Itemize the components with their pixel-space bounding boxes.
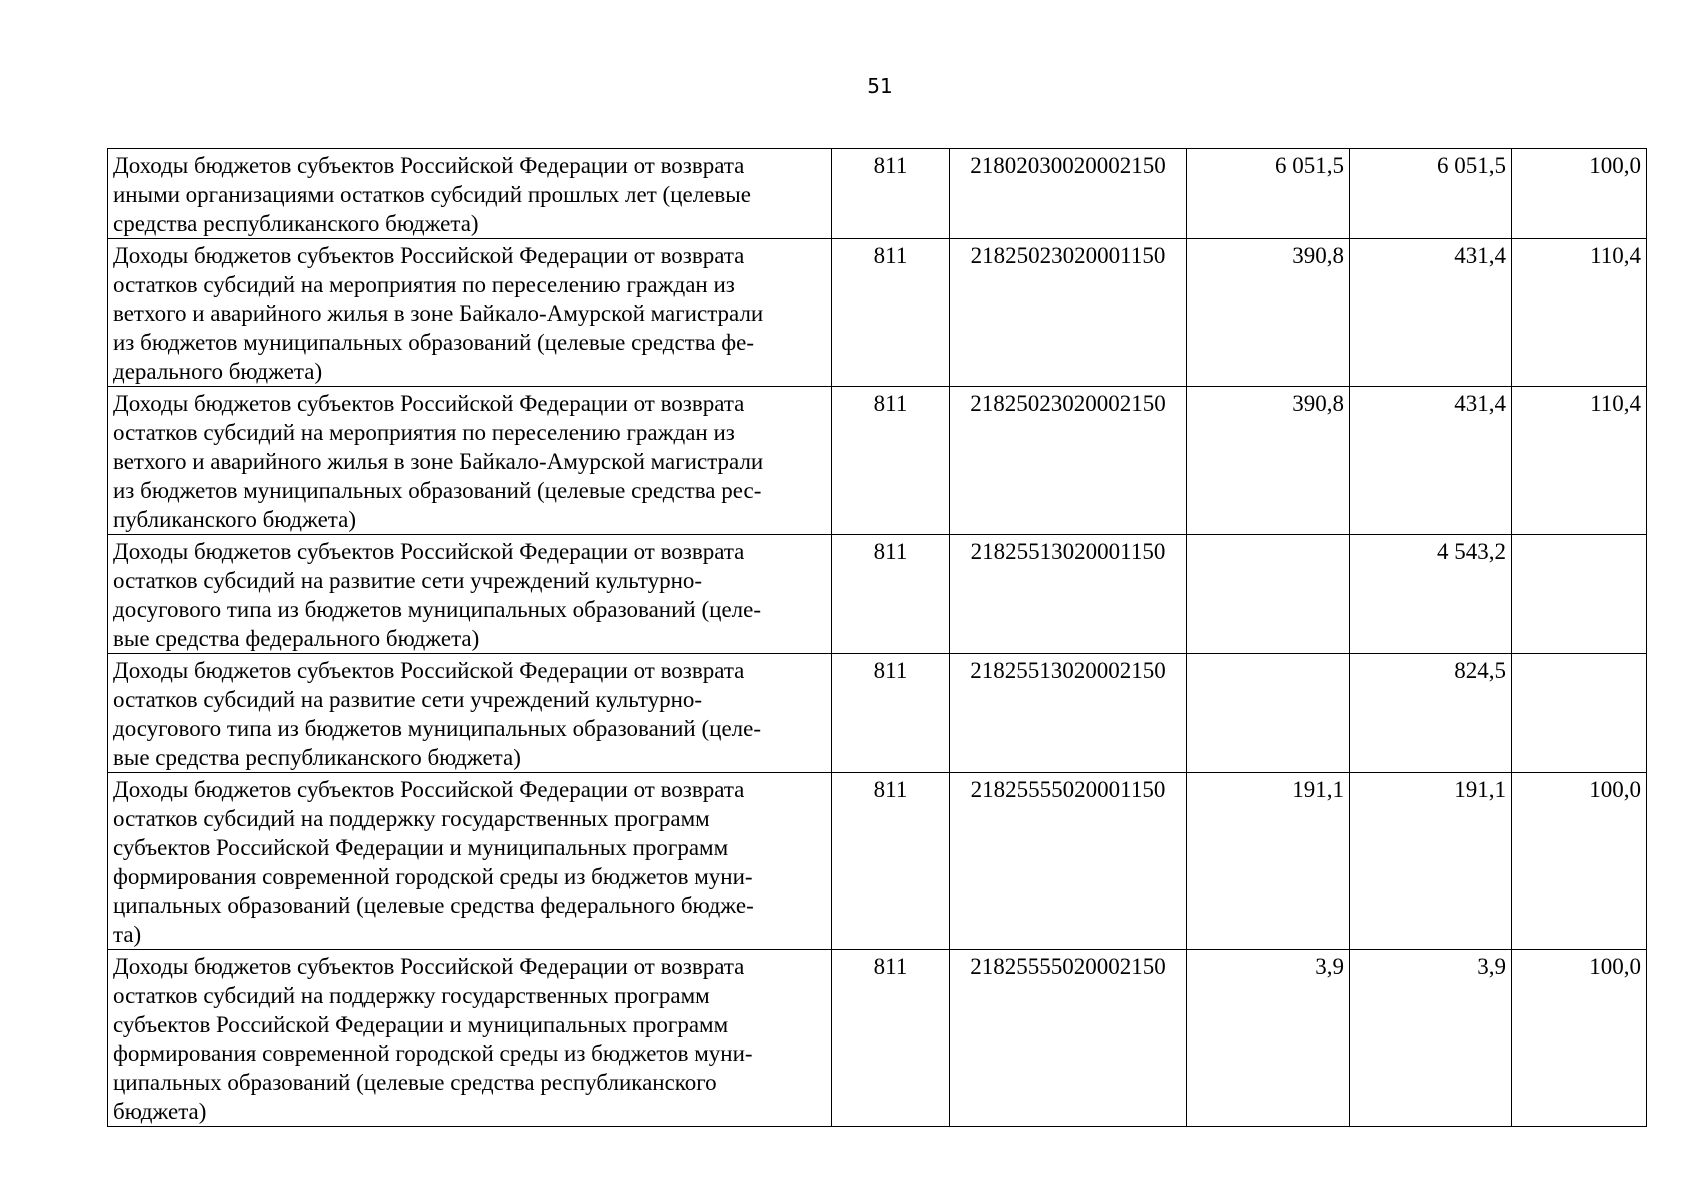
budget-classification-code: 21825023020001150 [950, 239, 1187, 387]
revenue-description [108, 654, 832, 773]
revenue-description [108, 149, 832, 239]
description-line: ципальных образований (целевые средства республиканского [113, 1070, 717, 1095]
revenue-description [108, 239, 832, 387]
actual-amount: 431,4 [1350, 239, 1512, 387]
description-line: вые средства федерального бюджета) [113, 626, 480, 651]
execution-percent [1512, 535, 1647, 654]
description-line: дерального бюджета) [113, 359, 323, 384]
description-line: субъектов Российской Федерации и муниципальных программ [113, 1012, 729, 1037]
description-line: формирования современной городской среды из бюджетов муни- [113, 864, 753, 889]
description-line: досугового типа из бюджетов муниципальных образований (целе- [113, 597, 762, 622]
description-line: ветхого и аварийного жилья в зоне Байкало-Амурской магистрали [113, 301, 764, 326]
budget-classification-code: 21825023020002150 [950, 387, 1187, 535]
description-line: та) [113, 922, 142, 947]
planned-amount: 191,1 [1187, 773, 1350, 950]
table-row [108, 950, 1647, 1127]
planned-amount [1187, 535, 1350, 654]
description-line: средства республиканского бюджета) [113, 211, 479, 236]
execution-percent: 100,0 [1512, 773, 1647, 950]
planned-amount: 390,8 [1187, 387, 1350, 535]
description-line: Доходы бюджетов субъектов Российской Федерации от возврата [113, 777, 745, 802]
description-line: из бюджетов муниципальных образований (целевые средства рес- [113, 478, 762, 503]
planned-amount: 390,8 [1187, 239, 1350, 387]
execution-percent: 110,4 [1512, 239, 1647, 387]
admin-code: 811 [832, 387, 950, 535]
actual-amount: 431,4 [1350, 387, 1512, 535]
revenue-description [108, 773, 832, 950]
description-line: досугового типа из бюджетов муниципальных образований (целе- [113, 716, 762, 741]
description-line: из бюджетов муниципальных образований (целевые средства фе- [113, 330, 755, 355]
actual-amount: 3,9 [1350, 950, 1512, 1127]
description-line: Доходы бюджетов субъектов Российской Федерации от возврата [113, 391, 745, 416]
actual-amount: 6 051,5 [1350, 149, 1512, 239]
execution-percent: 100,0 [1512, 950, 1647, 1127]
budget-classification-code: 21825513020001150 [950, 535, 1187, 654]
planned-amount [1187, 654, 1350, 773]
execution-percent [1512, 654, 1647, 773]
budget-classification-code: 21825555020001150 [950, 773, 1187, 950]
table-row [108, 239, 1647, 387]
description-line: остатков субсидий на развитие сети учреждений культурно- [113, 568, 703, 593]
actual-amount: 4 543,2 [1350, 535, 1512, 654]
admin-code: 811 [832, 239, 950, 387]
description-line: формирования современной городской среды из бюджетов муни- [113, 1041, 753, 1066]
description-line: субъектов Российской Федерации и муниципальных программ [113, 835, 729, 860]
table-row [108, 654, 1647, 773]
table-row [108, 387, 1647, 535]
actual-amount: 191,1 [1350, 773, 1512, 950]
admin-code: 811 [832, 149, 950, 239]
admin-code: 811 [832, 950, 950, 1127]
revenue-description [108, 535, 832, 654]
description-line: Доходы бюджетов субъектов Российской Федерации от возврата [113, 153, 745, 178]
description-line: вые средства республиканского бюджета) [113, 745, 521, 770]
budget-classification-code: 21825555020002150 [950, 950, 1187, 1127]
description-line: остатков субсидий на развитие сети учреждений культурно- [113, 687, 703, 712]
admin-code: 811 [832, 535, 950, 654]
planned-amount: 6 051,5 [1187, 149, 1350, 239]
table-row [108, 535, 1647, 654]
execution-percent: 110,4 [1512, 387, 1647, 535]
table-body [108, 149, 1647, 1127]
description-line: бюджета) [113, 1099, 207, 1124]
actual-amount: 824,5 [1350, 654, 1512, 773]
description-line: остатков субсидий на поддержку государственных программ [113, 806, 710, 831]
description-line: ветхого и аварийного жилья в зоне Байкало-Амурской магистрали [113, 449, 764, 474]
execution-percent: 100,0 [1512, 149, 1647, 239]
revenue-table [107, 148, 1647, 1127]
admin-code: 811 [832, 654, 950, 773]
revenue-description [108, 387, 832, 535]
description-line: Доходы бюджетов субъектов Российской Федерации от возврата [113, 954, 745, 979]
description-line: остатков субсидий на мероприятия по переселению граждан из [113, 272, 735, 297]
budget-classification-code: 21825513020002150 [950, 654, 1187, 773]
description-line: публиканского бюджета) [113, 507, 357, 532]
description-line: Доходы бюджетов субъектов Российской Федерации от возврата [113, 539, 745, 564]
description-line: ципальных образований (целевые средства федерального бюдже- [113, 893, 754, 918]
revenue-description [108, 950, 832, 1127]
table-row [108, 773, 1647, 950]
budget-classification-code: 21802030020002150 [950, 149, 1187, 239]
description-line: Доходы бюджетов субъектов Российской Федерации от возврата [113, 658, 745, 683]
description-line: Доходы бюджетов субъектов Российской Федерации от возврата [113, 243, 745, 268]
admin-code: 811 [832, 773, 950, 950]
description-line: остатков субсидий на мероприятия по переселению граждан из [113, 420, 735, 445]
page-number: 51 [867, 74, 893, 98]
planned-amount: 3,9 [1187, 950, 1350, 1127]
description-line: иными организациями остатков субсидий прошлых лет (целевые [113, 182, 751, 207]
table-row [108, 149, 1647, 239]
description-line: остатков субсидий на поддержку государственных программ [113, 983, 710, 1008]
